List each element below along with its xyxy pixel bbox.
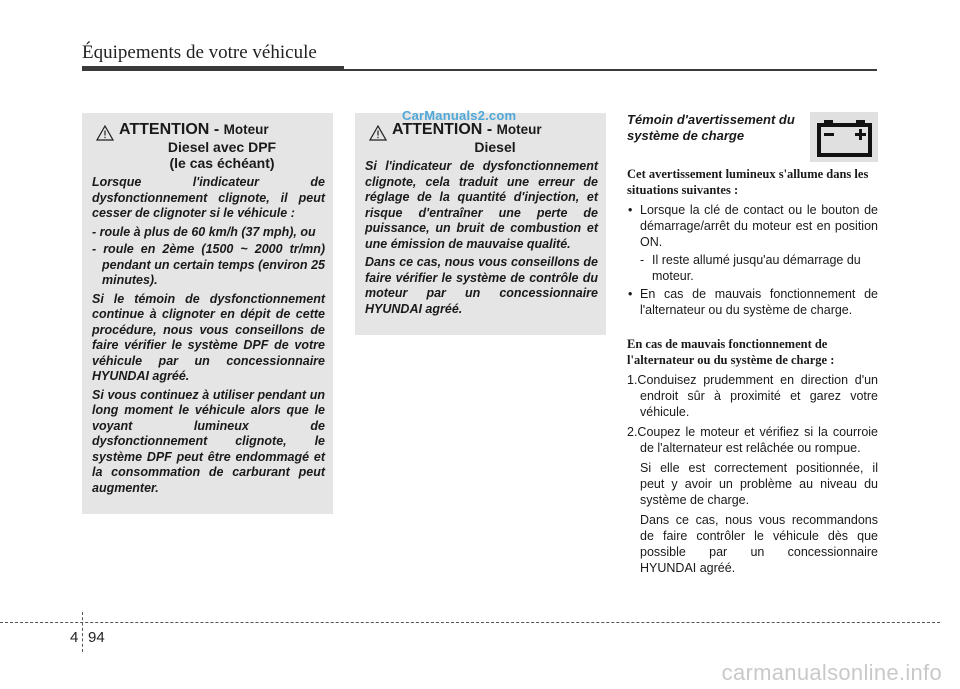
warning-triangle-icon [96,125,114,141]
sub-bullet-item: - Il reste allumé jusqu'au démarrage du moteur. [640,253,861,283]
attention-conditions [92,225,325,289]
bullet-item: • En cas de mauvais fonctionnement de l'alternateur ou du système de charge. [628,287,878,317]
top-watermark: CarManuals2.com [402,108,517,123]
header-rule-thin [344,69,877,71]
step-item: 1.Conduisez prudemment en direction d'un endroit sûr à proximité et garez votre véhicule. [627,373,878,419]
condition-item: - roule à plus de 60 km/h (37 mph), ou [92,224,316,239]
footer-rule [0,622,940,623]
attention-box-diesel [355,113,606,335]
condition-item: - roule en 2ème (1500 ~ 2000 tr/mn) pendant un certain temps (environ 25 minutes). [92,242,325,287]
step-continuation: Dans ce cas, nous vous recommandons de faire contrôler le véhicule dès que possible par un concessionnaire HYUNDAI agréé. [640,513,878,575]
charging-intro: Cet avertissement lumineux s'allume dans les situations suivantes : [627,167,869,197]
attention-word: ATTENTION [392,121,483,138]
page-number: 94 [88,629,105,646]
charging-warning-title: Témoin d'avertissement du système de charge [627,112,795,143]
charging-bullets [627,202,878,250]
malfunction-heading: En cas de mauvais fonctionnement de l'alternateur ou du système de charge : [627,337,835,367]
malfunction-steps [627,372,878,456]
attention-paragraph: Si vous continuez à utiliser pendant un long moment le véhicule alors que le voyant lumineux de dysfonctionnement clignote, le système DPF peut être endommagé et la consommation de carburant peut augmenter. [92,387,325,495]
attention-intro: Lorsque l'indicateur de dysfonctionnement clignote, il peut cesser de clignoter si le véhicule : [92,175,325,220]
site-watermark: carmanualsonline.info [721,660,942,685]
step-continuation: Si elle est correctement positionnée, il peut y avoir un problème au niveau du système de charge. [640,461,878,507]
attention-dash: - [486,121,493,138]
attention-dash: - [213,121,220,138]
attention-paragraph: Si l'indicateur de dysfonctionnement clignote, cela traduit une erreur de réglage de la quantité d'injection, et risque d'entraîner une perte de puissance, un bruit de combustion et une émission de mauvaise qualité. [365,159,598,251]
footer-divider [82,612,83,652]
attention-subtitle-line2: Diesel avec DPF [167,139,277,155]
charging-bullets-2 [627,286,878,318]
header-rule-thick [82,66,344,71]
attention-subtitle: Moteur [223,122,269,137]
charging-section [627,110,878,580]
attention-subtitle-line3: (le cas échéant) [169,155,275,171]
bullet-item: • Lorsque la clé de contact ou le bouton de démarrage/arrêt du moteur est en position ON. [628,203,878,249]
attention-subtitle-line2: Diesel [474,139,516,155]
attention-box-dpf [82,113,333,514]
step-item: 2.Coupez le moteur et vérifiez si la courroie de l'alternateur est relâchée ou rompue. [627,425,878,455]
attention-paragraph: Dans ce cas, nous vous conseillons de faire vérifier le système de contrôle du moteur par un concessionnaire HYUNDAI agréé. [365,255,598,316]
attention-subtitle: Moteur [496,122,542,137]
attention-paragraph: Si le témoin de dysfonctionnement continue à clignoter en dépit de cette procédure, nous vous conseillons de faire vérifier le système DPF de votre véhicule par un concessionnaire HYUNDAI agréé. [92,291,325,383]
warning-triangle-icon [369,125,387,141]
attention-word: ATTENTION [119,121,210,138]
chapter-number: 4 [70,629,79,646]
page-header-title: Équipements de votre véhicule [82,42,317,63]
attention-heading [365,121,598,155]
attention-heading [92,121,325,171]
